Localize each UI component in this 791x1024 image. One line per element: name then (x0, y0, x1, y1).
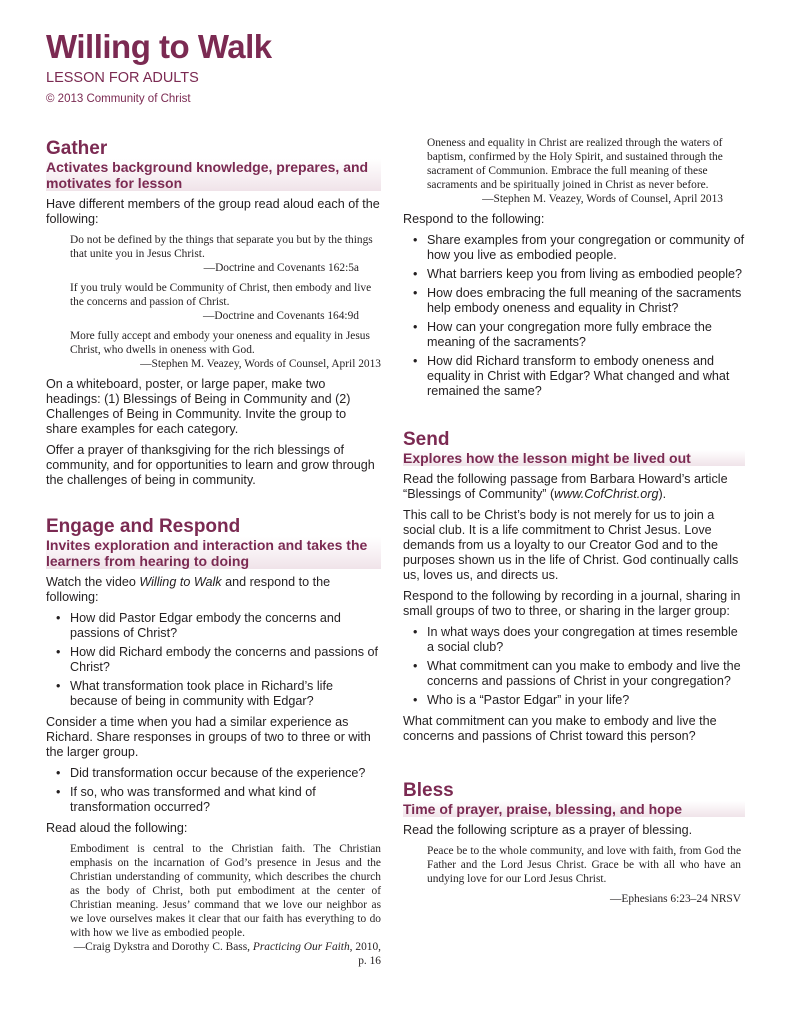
send-respond: Respond to the following by recording in a journal, sharing in small groups of two to three, or sharing in the larger group: (403, 589, 741, 618)
left-column (46, 138, 381, 972)
engage-intro (46, 575, 381, 605)
veazey-quote (427, 136, 745, 206)
engage-subheading: Invites exploration and interaction and takes the learners from hearing to doing (46, 537, 381, 569)
send-questions (403, 625, 745, 708)
article-link[interactable]: www.CofChrist.org (554, 487, 659, 501)
gather-quote-1 (70, 233, 381, 275)
gather-para-2: Offer a prayer of thanksgiving for the rich blessings of community, and for opportunities to learn and grow through the challenges of being in community. (46, 443, 375, 487)
respond-intro: Respond to the following: (403, 212, 545, 226)
list-item: • How did Pastor Edgar embody the concerns and passions of Christ? (46, 611, 381, 641)
quote-text: Peace be to the whole community, and love with faith, from God the Father and the Lord Jesus Christ. Grace be with all who have an undying love for our Lord Jesus Christ. (427, 845, 741, 885)
quote-cite: —Doctrine and Covenants 164:9d (203, 310, 359, 322)
bless-quote (427, 844, 741, 906)
gather-para-1: On a whiteboard, poster, or large paper, make two headings: (1) Blessings of Being in Community and (2) Challenges of Being in Community. Invite the group to share examples for each category. (46, 377, 351, 436)
quote-text: Embodiment is central to the Christian faith. The Christian emphasis on the incarnation of God’s presence in Jesus and the Christian understanding of community, which describes the church as the body of Christ, both put embodiment at the center of Christian meaning. Jesus’ command that we love our neighbor as we love ourselves makes it clear that our faith has everything to do with how we live as embodied people. (70, 843, 381, 939)
gather-quote-2 (70, 281, 381, 323)
list-item: • How can your congregation more fully embrace the meaning of the sacraments? (403, 320, 745, 350)
send-intro (403, 472, 745, 502)
list-item: • Did transformation occur because of the experience? (46, 766, 381, 781)
engage-questions-1 (46, 611, 381, 709)
bless-subheading: Time of prayer, praise, blessing, and hope (403, 801, 745, 817)
read-aloud: Read aloud the following: (46, 821, 188, 835)
bless-section (403, 780, 745, 906)
list-item: • What barriers keep you from living as embodied people? (403, 267, 745, 282)
bless-heading: Bless (403, 780, 454, 801)
quote-text: Do not be defined by the things that separate you but by the things that unite you in Jesus Christ. (70, 234, 373, 260)
engage-para: Consider a time when you had a similar experience as Richard. Share responses in groups of two to three or with the larger group. (46, 715, 371, 759)
list-item: • How does embracing the full meaning of the sacraments help embody oneness and equality in Christ? (403, 286, 745, 316)
bless-intro: Read the following scripture as a prayer of blessing. (403, 823, 693, 837)
engage-questions-2 (46, 766, 381, 815)
quote-text: More fully accept and embody your oneness and equality in Jesus Christ, who dwells in oneness with God. (70, 330, 370, 356)
send-heading: Send (403, 429, 450, 450)
quote-cite: —Stephen M. Veazey, Words of Counsel, April 2013 (140, 358, 381, 370)
intro-text: Watch the video (46, 575, 140, 589)
gather-quote-3 (70, 329, 381, 371)
gather-heading: Gather (46, 138, 108, 159)
list-item: • How did Richard transform to embody oneness and equality in Christ with Edgar? What changed and what remained the same? (403, 354, 745, 399)
quote-cite: —Doctrine and Covenants 162:5a (203, 262, 359, 274)
copyright: © 2013 Community of Christ (46, 93, 191, 105)
right-column (403, 136, 745, 912)
send-passage: This call to be Christ’s body is not merely for us to join a social club. It is a life commitment to Christ Jesus. Love demands from us a loyalty to our Creator God and to the purposes shown us in the life of Christ. God continually calls us, loves us, and directs us. (403, 508, 739, 582)
list-item: • How did Richard embody the concerns and passions of Christ? (46, 645, 381, 675)
gather-subheading: Activates background knowledge, prepares, and motivates for lesson (46, 159, 381, 191)
quote-cite: —Ephesians 6:23–24 NRSV (610, 893, 741, 905)
lesson-subtitle: LESSON FOR ADULTS (46, 70, 199, 86)
list-item: • What transformation took place in Richard’s life because of being in community with Edgar? (46, 679, 381, 709)
quote-text: Oneness and equality in Christ are realized through the waters of baptism, confirmed by the Holy Spirit, and sustained through the sacrament of Communion. Embrace the full meaning of these sacraments and be spiritually joined in Christ as never before. (427, 137, 723, 191)
quote-text: If you truly would be Community of Christ, then embody and live the concerns and passion of Christ. (70, 282, 372, 308)
list-item: • What commitment can you make to embody and live the concerns and passions of Christ in your congregation? (403, 659, 745, 689)
cite-text: —Craig Dykstra and Dorothy C. Bass, (73, 941, 253, 953)
intro-text: Read the following passage from Barbara Howard’s article “Blessings of Community” ( (403, 472, 728, 501)
quote-cite: —Stephen M. Veazey, Words of Counsel, April 2013 (482, 193, 723, 205)
send-section (403, 429, 745, 744)
list-item: • In what ways does your congregation at times resemble a social club? (403, 625, 745, 655)
send-subheading: Explores how the lesson might be lived out (403, 450, 745, 466)
intro-text: and respond to the following: (46, 575, 331, 604)
gather-intro: Have different members of the group read aloud each of the following: (46, 197, 380, 226)
gather-section (46, 138, 381, 488)
respond-questions (403, 233, 745, 399)
quote-cite (70, 940, 381, 968)
engage-quote (70, 842, 381, 968)
list-item: • If so, who was transformed and what kind of transformation occurred? (46, 785, 381, 815)
intro-text: ). (658, 487, 667, 501)
video-title: Willing to Walk (139, 575, 222, 589)
book-title: Practicing Our Faith (252, 941, 350, 953)
engage-heading: Engage and Respond (46, 516, 241, 537)
list-item: • Share examples from your congregation or community of how you live as embodied people. (403, 233, 745, 263)
engage-section (46, 516, 381, 968)
cite-text: , 2010, p. 16 (349, 941, 381, 967)
list-item: • Who is a “Pastor Edgar” in your life? (403, 693, 745, 708)
lesson-title: Willing to Walk (46, 28, 272, 65)
send-closing: What commitment can you make to embody and live the concerns and passions of Christ toward this person? (403, 714, 717, 743)
